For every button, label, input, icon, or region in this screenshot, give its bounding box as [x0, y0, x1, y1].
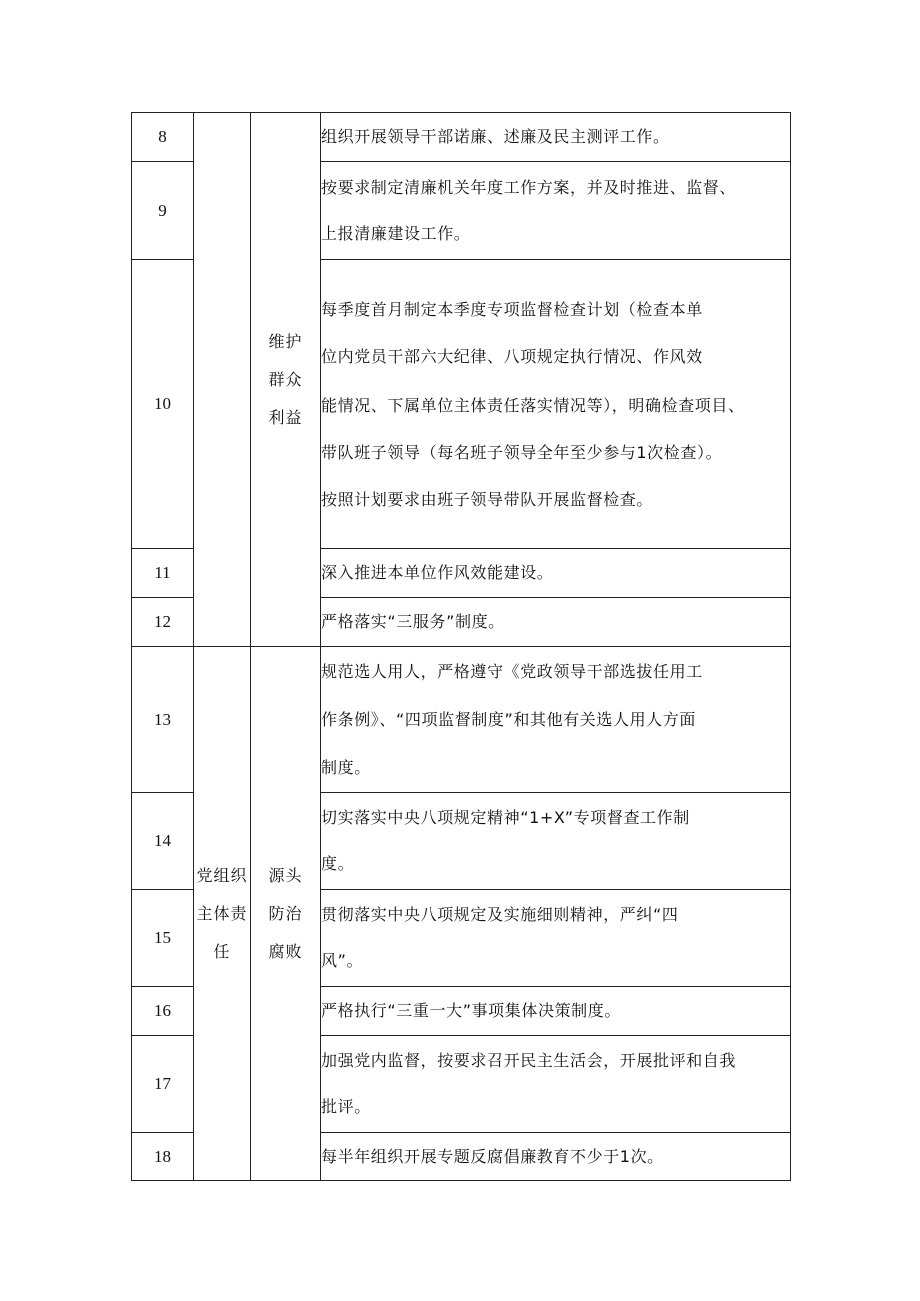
table-row — [132, 647, 791, 793]
content-line: 严格执行“三重一大”事项集体决策制度。 — [321, 1001, 621, 1020]
row-number: 14 — [132, 793, 194, 890]
content-cell — [321, 549, 791, 598]
row-number: 18 — [132, 1133, 194, 1181]
content-line: 每半年组织开展专题反腐倡廉教育不少于1次。 — [321, 1146, 664, 1166]
content-cell — [321, 793, 791, 890]
content-line: 作条例》、“四项监督制度”和其他有关选人用人方面 — [321, 709, 696, 729]
table-row — [132, 113, 791, 162]
subcategory-label: 维护群众利益 — [268, 331, 303, 427]
subcategory-label: 源头防治腐败 — [268, 865, 303, 961]
content-line: 组织开展领导干部诺廉、述廉及民主测评工作。 — [321, 127, 670, 146]
content-line: 切实落实中央八项规定精神“1+X”专项督查工作制 — [321, 808, 690, 827]
content-line: 能情况、下属单位主体责任落实情况等），明确检查项目、 — [321, 395, 745, 415]
content-line: 位内党员干部六大纪律、八项规定执行情况、作风效 — [321, 346, 703, 366]
category-cell — [194, 113, 251, 647]
row-number: 11 — [132, 549, 194, 598]
content-cell — [321, 260, 791, 549]
row-number: 17 — [132, 1036, 194, 1133]
content-line: 规范选人用人，严格遵守《党政领导干部选拔任用工 — [321, 661, 703, 681]
content-line: 批评。 — [321, 1097, 371, 1116]
row-number: 12 — [132, 598, 194, 647]
subcategory-cell — [251, 113, 321, 647]
row-number: 13 — [132, 647, 194, 793]
content-line: 按要求制定清廉机关年度工作方案，并及时推进、监督、 — [321, 177, 737, 197]
content-cell — [321, 890, 791, 987]
category-label: 党组织主体责任 — [196, 865, 248, 961]
content-line: 贯彻落实中央八项规定及实施细则精神，严纠“四 — [321, 905, 679, 924]
subcategory-cell — [251, 647, 321, 1181]
row-number: 15 — [132, 890, 194, 987]
content-cell — [321, 162, 791, 260]
content-cell — [321, 598, 791, 647]
content-line: 严格落实“三服务”制度。 — [321, 612, 505, 631]
responsibility-table — [131, 112, 791, 1181]
row-number: 8 — [132, 113, 194, 162]
content-line: 每季度首月制定本季度专项监督检查计划（检查本单 — [321, 299, 703, 319]
content-line: 按照计划要求由班子领导带队开展监督检查。 — [321, 489, 654, 509]
row-number: 16 — [132, 987, 194, 1036]
content-cell — [321, 1133, 791, 1181]
content-cell — [321, 647, 791, 793]
row-number: 10 — [132, 260, 194, 549]
row-number: 9 — [132, 162, 194, 260]
content-line: 度。 — [321, 854, 355, 873]
content-line: 上报清廉建设工作。 — [321, 223, 471, 243]
content-line: 深入推进本单位作风效能建设。 — [321, 563, 554, 582]
content-cell — [321, 1036, 791, 1133]
content-line: 加强党内监督，按要求召开民主生活会，开展批评和自我 — [321, 1051, 737, 1070]
content-line: 带队班子领导（每名班子领导全年至少参与1次检查）。 — [321, 442, 723, 462]
content-cell — [321, 987, 791, 1036]
content-cell — [321, 113, 791, 162]
category-cell — [194, 647, 251, 1181]
content-line: 风”。 — [321, 951, 364, 970]
content-line: 制度。 — [321, 757, 371, 777]
